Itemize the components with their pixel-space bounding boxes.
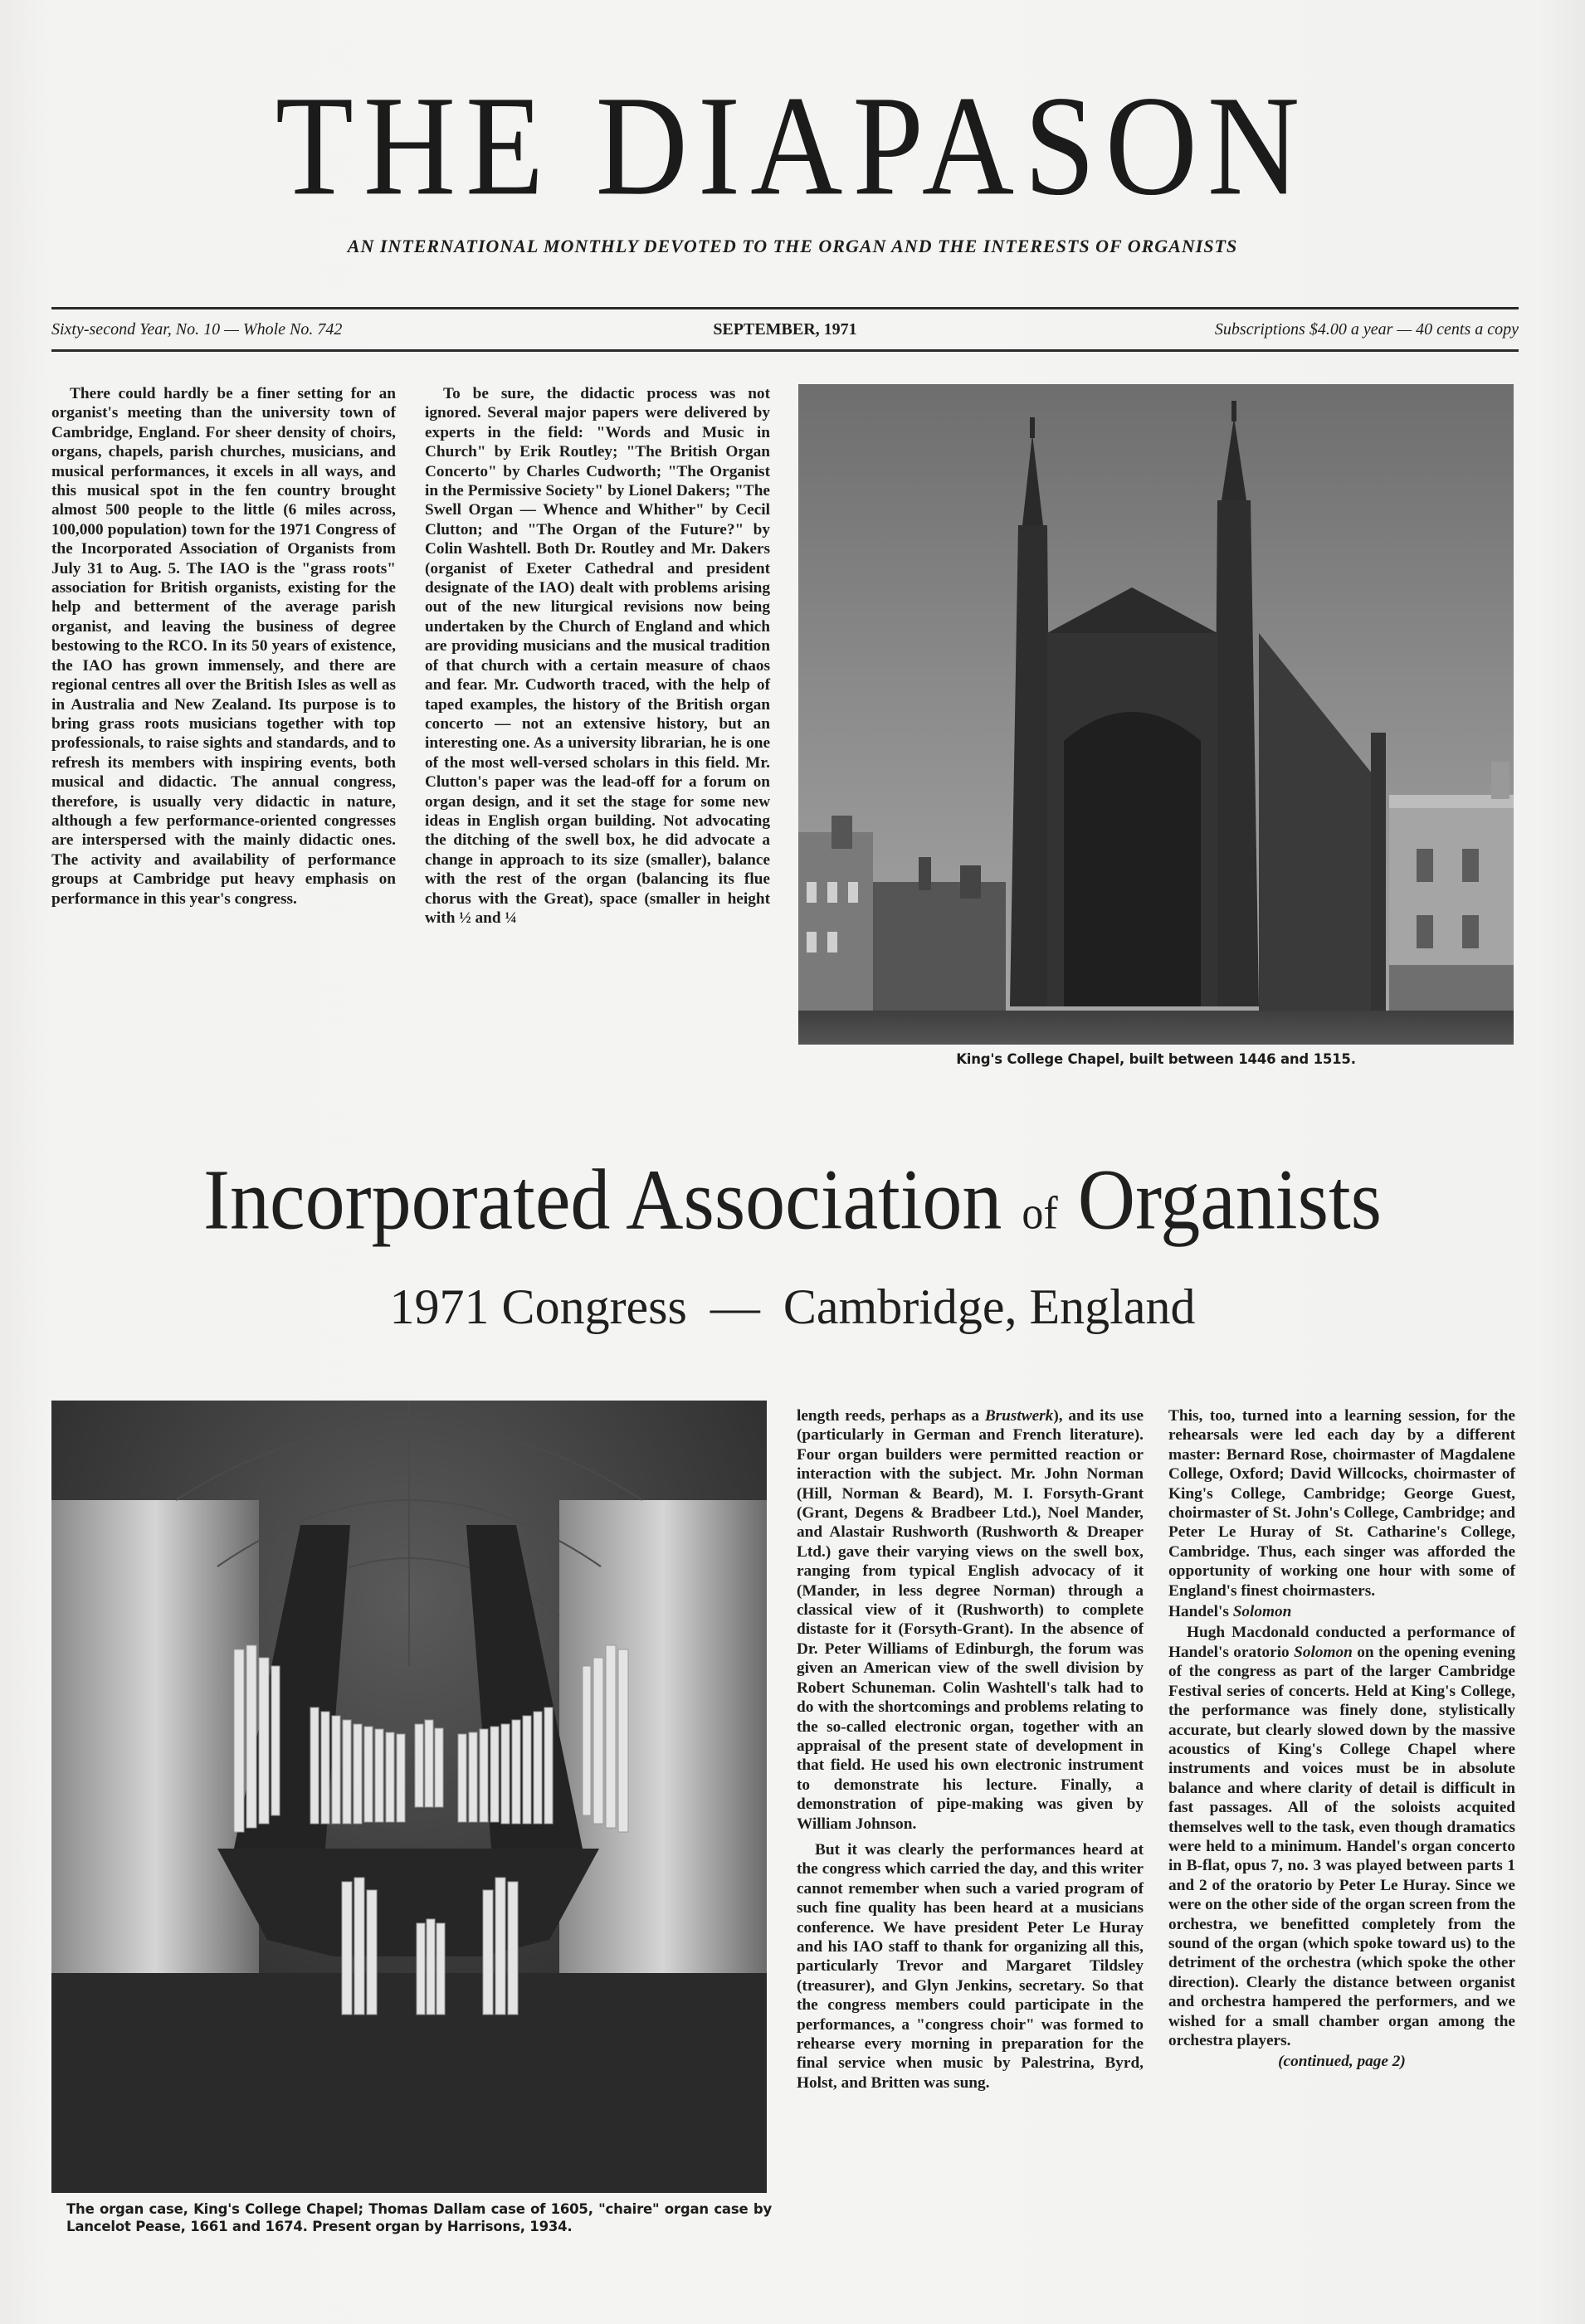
subheadline-left: 1971 Congress xyxy=(389,1279,687,1334)
article-column-3 xyxy=(797,1406,1144,2093)
paragraph-text: on the opening evening of the congress as part of the larger Cambridge Festival series of concerts. Held at King's College, the performance was finely done, stylistically accurate, but clearly slowed down by the massive acoustics of King's College Chapel where instruments and voices must be in absolute balance and where clarity of detail is difficult in fast passages. All of the soloists acquited themselves well to the task, even though dramatics were held to a minimum. Handel's organ concerto in B-flat, opus 7, no. 3 was played between parts 1 and 2 of the oratorio by Peter Le Huray. Since we were on the other side of the organ screen from the orchestra, we benefitted completely from the sound of the organ (which spoke toward us) to the detriment of the orchestra (which spoke the other direction). Clearly the distance between organist and orchestra hampered the performers, and we wished for a small chamber organ among the orchestra players. xyxy=(1168,1643,1515,2049)
dateline-top-rule xyxy=(51,307,1519,309)
article-paragraph: This, too, turned into a learning session, for the rehearsals were led each day by a different master: Bernard Rose, choirmaster of Magdalene College, Oxford; David Willcocks, choirmaster of King's College, Cambridge; George Guest, choirmaster of St. John's College, Cambridge; and Peter Le Huray of St. Catharine's College, Cambridge. Thus, each singer was afforded the opportunity of working one hour with some of England's finest choirmasters. xyxy=(1168,1407,1515,1600)
article-paragraph: There could hardly be a finer setting for an organist's meeting than the university town of Cambridge, England. For sheer density of choirs, organs, chapels, parish churches, musicians, and musical performances, it excels in all ways, and this musical spot in the fen country brought almost 500 people to the little (6 miles across, 100,000 population) town for the 1971 Congress of the Incorporated Association of Organists from July 31 to Aug. 5. The IAO is the "grass roots" association for British organists, existing for the help and betterment of the average parish organist, and leaving the business of degree bestowing to the RCO. In its 50 years of existence, the IAO has grown immensely, and there are regional centres all over the British Isles as well as in Australia and New Zealand. Its purpose is to bring grass roots musicians together with top professionals, to raise sights and standards, and to refresh its members with inspiring events, both musical and didactic. The annual congress, therefore, is usually very didactic in nature, although a few performance-oriented congresses are interspersed with the mainly didactic ones. The activity and availability of performance groups at Cambridge put heavy emphasis on performance in this year's congress. xyxy=(51,385,396,908)
article-column-1 xyxy=(51,384,396,909)
right-building xyxy=(1389,762,1514,1019)
subscription-price: Subscriptions $4.00 a year — 40 cents a copy xyxy=(1214,320,1519,339)
headline-text: Organists xyxy=(1077,1151,1382,1248)
subheadline-right: Cambridge, England xyxy=(783,1279,1196,1334)
subhead-text: Handel's xyxy=(1168,1603,1233,1621)
organ-photo-image xyxy=(51,1401,767,2193)
kings-college-chapel-photo xyxy=(798,384,1514,1045)
chapel-photo-caption: King's College Chapel, built between 1446 and 1515. xyxy=(956,1051,1356,1067)
subheadline-dash: — xyxy=(710,1279,760,1334)
issue-number: Sixty-second Year, No. 10 — Whole No. 742 xyxy=(51,320,343,339)
article-paragraph: To be sure, the didactic process was not ignored. Several major papers were delivered by experts in the field: "Words and Music in Church" by Erik Routley; "The British Organ Concerto" by Charles Cudworth; "The Organist in the Permissive Society" by Lionel Dakers; "The Swell Organ — Whence and Whither" by Cecil Clutton; and "The Organ of the Future?" by Colin Washtell. Both Dr. Routley and Mr. Dakers (organist of Exeter Cathedral and president designate of the IAO) dealt with problems arising out of the new liturgical revisions now being undertaken by the Church of England and which are providing musicians and the musical tradition of that church with a certain measure of chaos and fear. Mr. Cudworth traced, with the help of taped examples, the history of the British organ concerto — not an extensive history, but an interesting one. As a university librarian, he is one of the most well-versed scholars in this field. Mr. Clutton's paper was the lead-off for a forum on organ design, and it set the stage for some new ideas in English organ building. Not advocating the ditching of the swell box, he did advocate a change in approach to its size (smaller), balance with the rest of the organ (balancing its flue chorus with the Great), space (smaller in height with ½ and ¼ xyxy=(425,385,770,927)
section-subhead xyxy=(1168,1602,1515,1621)
paragraph-text: Hugh Macdonald conducted a performance of Handel's oratorio xyxy=(1168,1624,1515,1661)
article-column-4 xyxy=(1168,1406,1515,2072)
dateline-bottom-rule xyxy=(51,349,1519,352)
continued-link[interactable]: (continued, page 2) xyxy=(1278,2053,1406,2071)
article-headline xyxy=(50,1151,1535,1248)
lawn xyxy=(798,1011,1514,1045)
paragraph-italic-term: Solomon xyxy=(1294,1643,1353,1661)
subhead-italic: Solomon xyxy=(1232,1603,1292,1621)
headline-of: of xyxy=(1022,1187,1058,1240)
paragraph-text: length reeds, perhaps as a xyxy=(797,1407,985,1425)
masthead xyxy=(50,67,1535,226)
article-paragraph: But it was clearly the performances heard at the congress which carried the day, and this writer cannot remember when such a varied program of such fine quality has been heard at a musicians conference. We have president Peter Le Huray and his IAO staff to thank for organizing all this, particularly Trevor and Margaret Tildsley (treasurer), and Glyn Jenkins, secretary. So that the congress members could participate in the performances, a "congress choir" was formed to rehearse every morning in preparation for the final service when music by Palestrina, Byrd, Holst, and Britten was sung. xyxy=(797,1840,1144,2092)
organ-case-photo xyxy=(51,1401,767,2193)
organ-photo-caption: The organ case, King's College Chapel; Thomas Dallam case of 1605, "chaire" organ case by Lancelot Pease, 1661 and 1674. Present organ by Harrisons, 1934. xyxy=(66,2201,772,2234)
article-paragraph xyxy=(1168,1623,1515,2050)
chapel-photo-image xyxy=(798,384,1514,1045)
article-subheadline xyxy=(50,1279,1535,1334)
paragraph-italic-term: Brustwerk xyxy=(984,1407,1054,1425)
article-column-2 xyxy=(425,384,770,928)
organ-screen xyxy=(51,1973,767,2193)
dateline xyxy=(51,315,1519,345)
publication-title: THE DIAPASON xyxy=(275,67,1310,226)
left-wall xyxy=(51,1500,259,1973)
paragraph-text: ), and its use (particularly in German and French literature). Four organ builders were permitted reaction or interaction with the subject. Mr. John Norman (Hill, Norman & Beard), M. I. Forsyth-Grant (Grant, Degens & Bradbeer Ltd.), Noel Mander, and Alastair Rushworth (Rushworth & Dreaper Ltd.) gave their varying views on the swell box, ranging from typical English advocacy of it (Mander, in less degree Norman) through a classical view of it (Rushworth) to complete distaste for it (Forsyth-Grant). In the absence of Dr. Peter Williams of Edinburgh, the forum was given an American view of the swell division by Robert Schuneman. Colin Washtell's talk had to do with the shortcomings and problems relating to the so-called electronic organ, together with an appraisal of the present state of development in that field. He used his own electronic instrument to demonstrate his lecture. Finally, a demonstration of pipe-making was given by William Johnson. xyxy=(797,1407,1144,1833)
headline-text: Incorporated Association xyxy=(203,1151,1002,1248)
issue-date: SEPTEMBER, 1971 xyxy=(713,320,857,339)
article-paragraph xyxy=(797,1406,1144,1834)
publication-tagline: AN INTERNATIONAL MONTHLY DEVOTED TO THE ORGAN AND THE INTERESTS OF ORGANISTS xyxy=(347,236,1238,256)
